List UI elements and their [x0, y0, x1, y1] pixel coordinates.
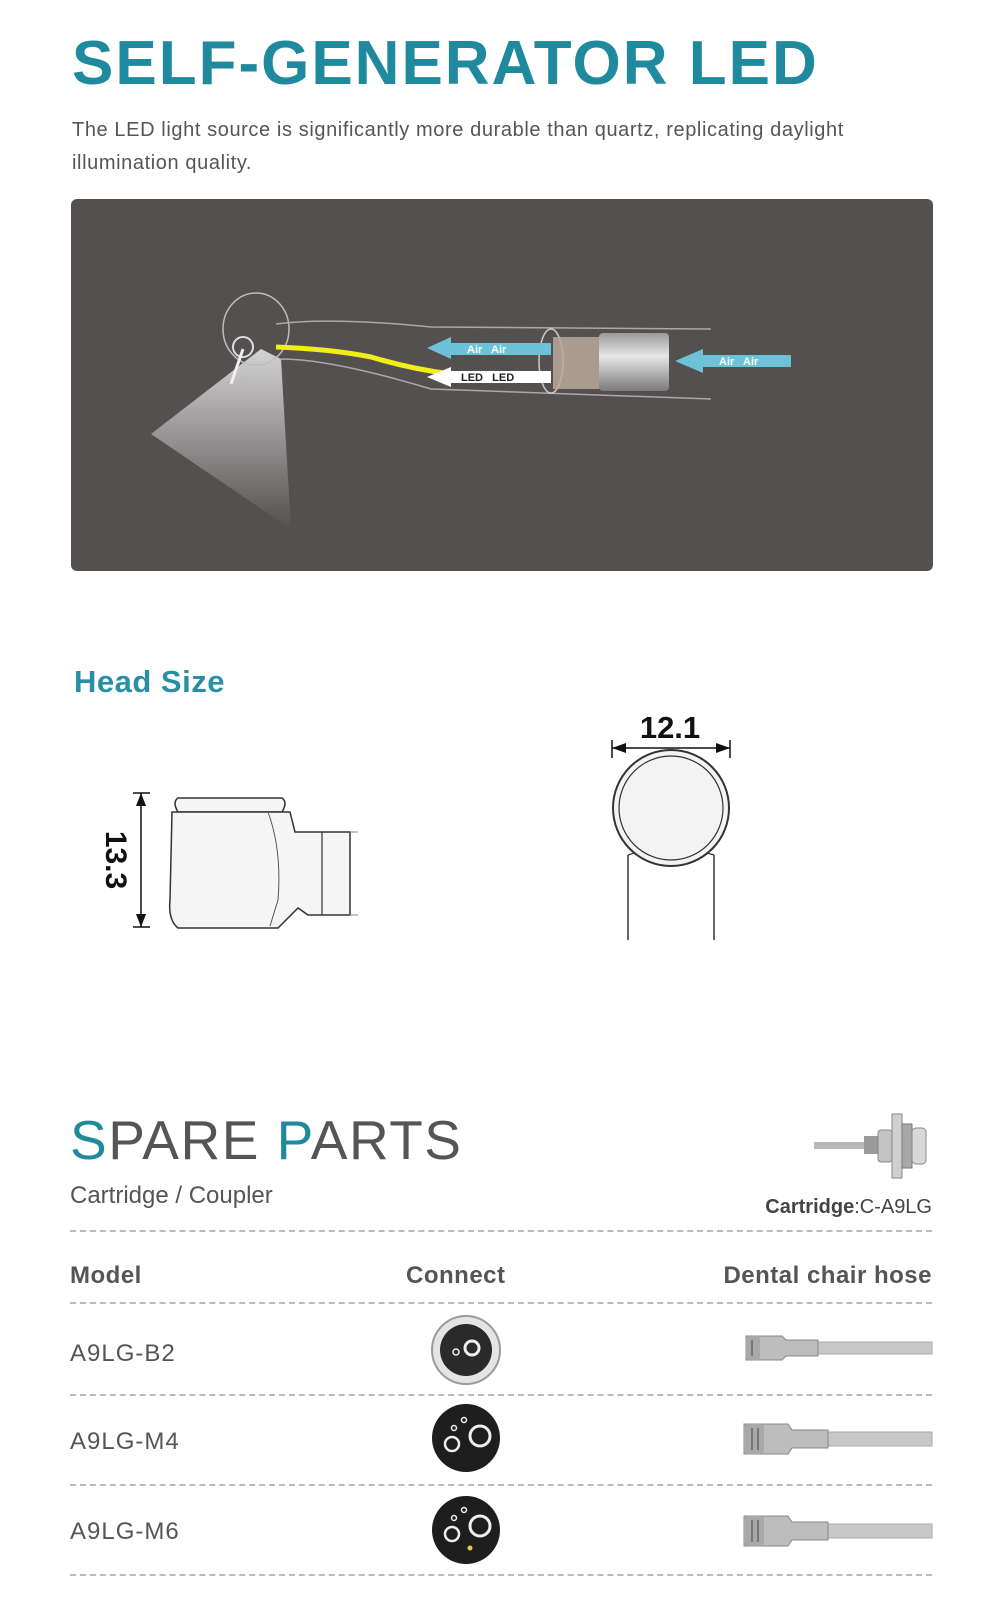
head-height-label: 13.3 [100, 830, 132, 890]
cartridge-value: :C-A9LG [854, 1196, 932, 1218]
light-beam [151, 349, 291, 529]
cartridge-model-label [765, 1196, 932, 1219]
hose-m4-icon [742, 1418, 934, 1467]
column-header-hose: Dental chair hose [723, 1262, 932, 1289]
divider [70, 1484, 932, 1486]
connector-b2-icon [430, 1314, 502, 1391]
air-label-back: Air Air [719, 356, 759, 368]
led-label: LED LED [461, 372, 515, 384]
head-top-drawing [590, 700, 750, 950]
hose-m6-icon [742, 1510, 934, 1559]
page-title: SELF-GENERATOR LED [72, 29, 819, 98]
head-top-view [590, 700, 750, 950]
spare-parts-title-rest-2: ARTS [310, 1109, 463, 1171]
spare-parts-title [70, 1108, 462, 1172]
generator-rotor [553, 337, 601, 389]
column-header-model: Model [70, 1262, 142, 1289]
table-row-model: A9LG-M4 [70, 1428, 180, 1455]
divider [70, 1574, 932, 1576]
head-size-title: Head Size [74, 664, 225, 699]
hose-b2-icon [742, 1330, 934, 1375]
column-header-connect: Connect [406, 1262, 506, 1289]
cartridge-icon [812, 1110, 936, 1180]
table-row-model: A9LG-B2 [70, 1340, 176, 1367]
divider [70, 1302, 932, 1304]
spare-parts-title-initial-s: S [70, 1109, 109, 1171]
divider [70, 1394, 932, 1396]
led-diagram [71, 199, 933, 571]
page-description: The LED light source is significantly more durable than quartz, replicating daylight illumination quality. [72, 119, 844, 174]
head-width-label: 12.1 [639, 710, 701, 745]
spare-parts-subtitle: Cartridge / Coupler [70, 1182, 273, 1209]
cartridge-image [812, 1110, 936, 1180]
table-row-model: A9LG-M6 [70, 1518, 180, 1545]
air-label-front: Air Air [467, 344, 507, 356]
divider [70, 1230, 932, 1232]
connector-m4-icon [430, 1402, 502, 1479]
handpiece-illustration [71, 199, 933, 571]
cartridge-key: Cartridge [765, 1196, 855, 1218]
spare-parts-title-initial-p: P [276, 1109, 311, 1171]
connector-m6-icon [430, 1494, 502, 1571]
spare-parts-title-rest-1: PARE [108, 1109, 277, 1171]
generator-cylinder [599, 333, 669, 391]
head-side-view [100, 790, 360, 940]
head-side-drawing [100, 790, 360, 940]
